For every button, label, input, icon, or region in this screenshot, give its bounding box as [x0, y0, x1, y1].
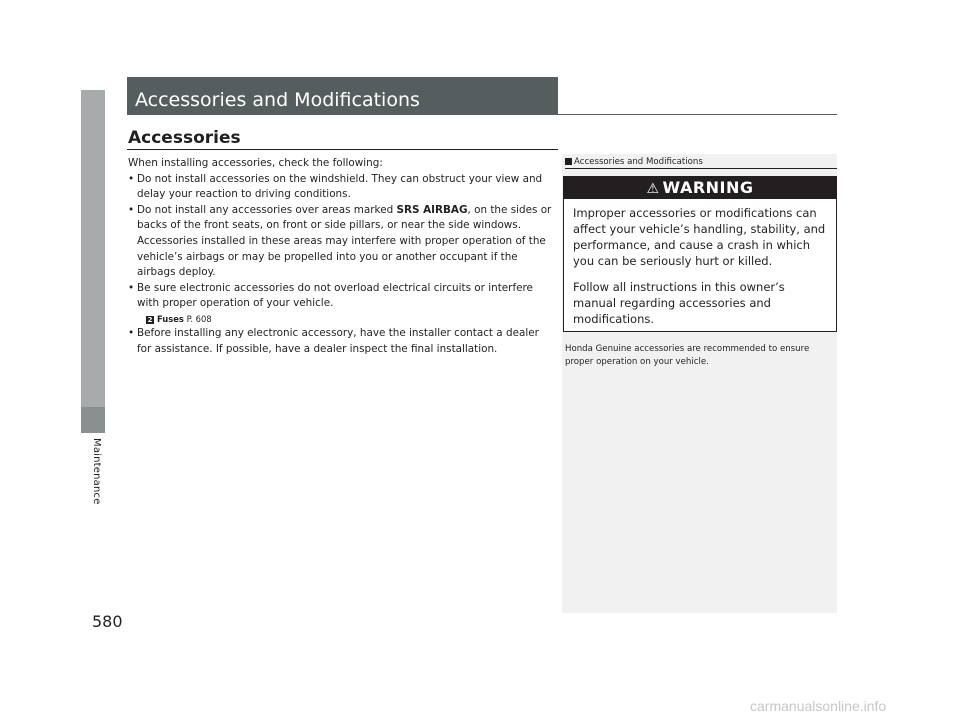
side-strip: [81, 90, 105, 407]
section-rule: [127, 149, 558, 150]
bullet-dot-icon: •: [128, 281, 135, 294]
chapter-header: [127, 77, 558, 115]
section-title: Accessories: [128, 128, 241, 148]
bullet-item: • Do not install accessories on the windshield. They can obstruct your view and delay your reaction to driving conditions.: [128, 172, 543, 201]
warning-paragraph: Improper accessories or modifications can affect your vehicle’s handling, stability, and performance, and cause a crash in which you can be seriously hurt or killed.: [573, 206, 826, 268]
xref-name: Fuses: [157, 313, 184, 324]
note-heading: Accessories and Modifications: [565, 157, 835, 167]
srs-airbag-label: SRS AIRBAG: [396, 203, 468, 216]
bullet-item: • Do not install any accessories over areas marked SRS AIRBAG, on the sides or backs of the front seats, on front or side pillars, or near the side windows. Accessories installed in these areas may interfere with proper operation of the vehicle’s airbags or may be propelled into you or another occupant if the airbags deploy.: [128, 203, 552, 279]
chapter-title: Accessories and Modifications: [135, 89, 420, 111]
page-number: 580: [92, 612, 123, 631]
intro-text: When installing accessories, check the following:: [128, 157, 383, 169]
watermark: carmanualsonline.info: [750, 698, 887, 714]
warning-header: [564, 177, 836, 199]
xref-page: P. 608: [186, 313, 212, 324]
cross-reference-link[interactable]: [128, 312, 556, 326]
warning-label: WARNING: [662, 178, 754, 197]
body-text: [128, 156, 556, 357]
warning-triangle-icon: ⚠: [646, 181, 660, 197]
warning-box: [563, 176, 837, 332]
bullet-dot-icon: •: [128, 203, 135, 216]
note-reference-icon: [565, 158, 572, 165]
note-text: Honda Genuine accessories are recommended to ensure proper operation on your vehicle.: [565, 344, 810, 367]
warning-paragraph: Follow all instructions in this owner’s manual regarding accessories and modifications.: [573, 280, 785, 326]
warning-text: [573, 205, 829, 337]
header-rule: [558, 114, 837, 115]
note-heading-rule: [565, 168, 837, 169]
bullet-dot-icon: •: [128, 326, 135, 339]
bullet-item: • Before installing any electronic accessory, have the installer contact a dealer for assistance. If possible, have a dealer inspect the final installation.: [128, 326, 539, 355]
bullet-item: • Be sure electronic accessories do not overload electrical circuits or interfere with proper operation of your vehicle.: [128, 281, 533, 310]
bullet-dot-icon: •: [128, 172, 135, 185]
chapter-tab-label: Maintenance: [91, 438, 102, 505]
reference-arrow-icon: 2: [147, 315, 153, 324]
chapter-tab-marker: [81, 407, 105, 433]
